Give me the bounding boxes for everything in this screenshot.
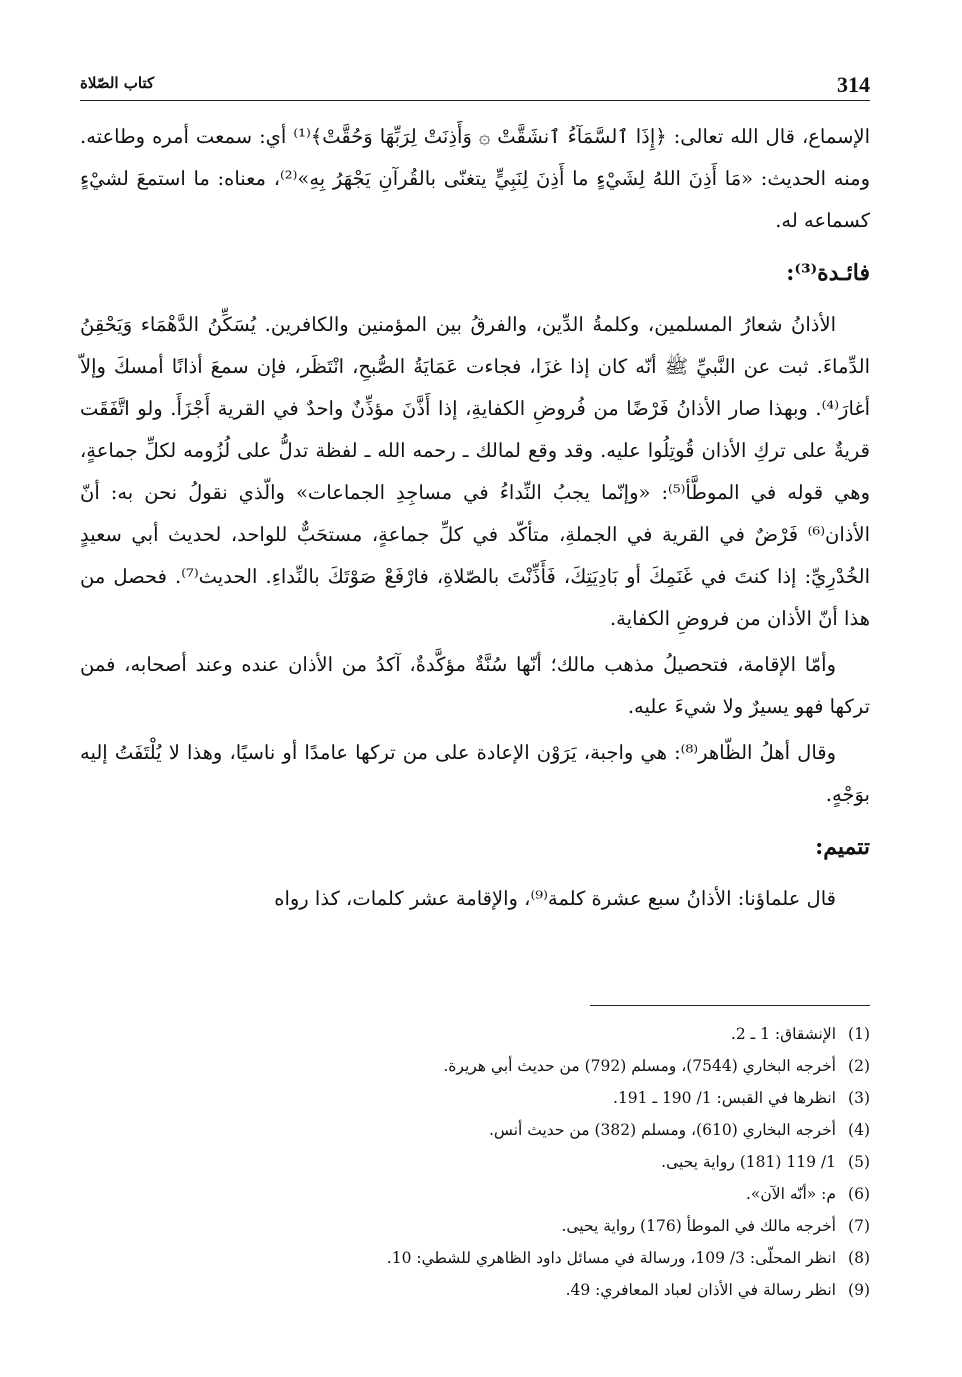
footnote-item [80, 1082, 870, 1114]
paragraph-3: وأمّا الإقامة، فتحصيلُ مذهب مالك؛ أنّها سُنَّةٌ مؤكَّدةٌ، آكدُ من الأذان عنده وعند أصحابه، فمن تركها فهو يسيرٌ ولا شيءَ عليه. [80, 653, 870, 718]
footnote-text: انظر المحلّى: 3/ 109، ورسالة في مسائل داود الظاهري للشطي: 10. [386, 1249, 836, 1267]
heading-faida: فائـدة⁽³⁾: [786, 260, 870, 286]
footnote-text: الإنشقاق: 1 ـ 2. [730, 1025, 836, 1043]
heading-tatmim: تتميم: [815, 834, 870, 860]
footnote-item [80, 1210, 870, 1242]
footnote-item [80, 1146, 870, 1178]
footnote-divider [590, 1005, 870, 1006]
footnote-text: انظرها في القبس: 1/ 190 ـ 191. [613, 1089, 836, 1107]
running-header [80, 70, 870, 101]
paragraph-5: قال علماؤنا: الأذانُ سبع عشرة كلمة⁽⁹⁾، والإقامة عشر كلمات، كذا رواه [274, 887, 836, 910]
footnote-number: (2) [848, 1057, 870, 1075]
footnote-number: (6) [848, 1185, 870, 1203]
footnote-number: (1) [848, 1025, 870, 1043]
footnote-item [80, 1018, 870, 1050]
footnote-number: (5) [848, 1153, 870, 1171]
footnote-item [80, 1178, 870, 1210]
footnote-text: أخرجه مالك في الموطأ (176) رواية يحيى. [561, 1217, 836, 1235]
page-number: 314 [837, 72, 870, 97]
footnote-item [80, 1114, 870, 1146]
footnote-text: أخرجه البخاري (7544)، ومسلم (792) من حديث أبي هريرة. [443, 1057, 836, 1075]
footnote-text: انظر رسالة في الأذان لعباد المعافري: 49. [565, 1281, 836, 1299]
paragraph-2: الأذانُ شعارُ المسلمين، وكلمةُ الدِّين، والفرقُ بين المؤمنين والكافرين. يُسَكِّنُ الدَّهْمَاء وَيَحْقِنُ الدِّماءَ. ثبت عن النَّبيِّ ﷺ أنّه كان إذا غزَا، فجاءت عَمَايَةُ الصُّبحِ، انْتَظَر، فإن سمعَ أذانًا أمسكَ وإلاّ أغارَ⁽⁴⁾. وبهذا صار الأذانُ فَرْضًا من فُروضِ الكفايةِ، إذا أَذَّنَ مؤذِّنٌ واحدٌ في القرية أَجْزَأَ. ولو اتَّفَقَت قريةٌ على تركِ الأذان قُوتِلُوا عليه. وقد وقع لمالك ـ رحمه الله ـ لفظة تدلُّ على لُزُومه لكلِّ جماعةٍ، وهي قوله في الموطَّأ⁽⁵⁾: «وإنّما يجبُ النِّداءُ في مساجِدِ الجماعات» والّذي نقولُ نحن به: أنّ الأذان⁽⁶⁾ فَرْضٌ في القرية في الجملةِ، متأكّد في كلِّ جماعةٍ، مستحَبٌّ للواحد، لحديث أبي سعيدٍ الخُدْرِيِّ: إذا كنتَ في غَنَمِكَ أو بَادِيَتِكَ، فَأَذِّنْتَ بالصّلاةِ، فارْفَعْ صَوْتَكَ بالنِّداءِ. الحديث⁽⁷⁾. فحصل من هذا أنّ الأذان من فروضِ الكفاية. [80, 313, 870, 630]
paragraph-4: وقال أهلُ الظّاهر⁽⁸⁾: هي واجبة، يَرَوْن الإعادة على من تركها عامدًا أو ناسيًا، وهذا لا يُلْتَفَتُ إليه بوَجْهٍ. [80, 741, 870, 806]
footnote-number: (3) [848, 1089, 870, 1107]
footnote-text: أخرجه البخاري (610)، ومسلم (382) من حديث أنس. [489, 1121, 836, 1139]
footnote-item [80, 1274, 870, 1306]
footnote-number: (8) [848, 1249, 870, 1267]
footnote-text: م: «أنّه الآن». [745, 1185, 836, 1203]
footnote-number: (4) [848, 1121, 870, 1139]
footnote-number: (9) [848, 1281, 870, 1299]
footnote-text: 1/ 119 (181) رواية يحيى. [661, 1153, 836, 1171]
footnotes-list [80, 1018, 870, 1306]
paragraph-1: الإسماع، قال الله تعالى: ﴿إِذَا ٱلسَّمَآءُ ٱنشَقَّتْ ۞ وَأَذِنَتْ لِرَبِّهَا وَحُقَّتْ﴾⁽¹⁾ أي: سمعت أمره وطاعته. ومنه الحديث: «مَا أَذِنَ اللهُ لِشَيْءٍ ما أَذِنَ لِنَبِيٍّ يتغنّى بالقُرآنِ يَجْهَرُ بِهِ»⁽²⁾، معناه: ما استمعَ لشيْءٍ كسماعه له. [80, 125, 871, 232]
footnote-item [80, 1050, 870, 1082]
main-text [80, 116, 870, 924]
footnote-item [80, 1242, 870, 1274]
footnote-number: (7) [848, 1217, 870, 1235]
running-title: كتاب الصّلاة [80, 74, 155, 92]
